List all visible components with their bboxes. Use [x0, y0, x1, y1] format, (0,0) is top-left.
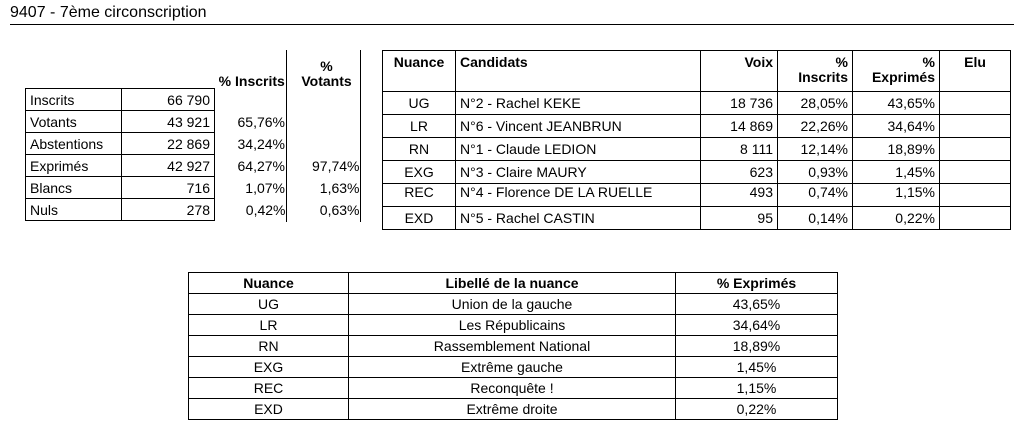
nuance-pct: 43,65% — [676, 294, 838, 315]
nuance-code: UG — [189, 294, 349, 315]
column-divider — [360, 50, 361, 222]
stats-table — [25, 48, 364, 221]
candidate-elu — [940, 161, 1011, 184]
candidate-voix: 493 — [701, 184, 778, 207]
stats-pct-votants — [290, 89, 364, 111]
stats-header-pct-votants: % Votants — [301, 57, 352, 89]
nuance-row — [189, 357, 838, 378]
nuance-code: EXG — [189, 357, 349, 378]
nuance-row — [189, 378, 838, 399]
candidate-name: N°5 - Rachel CASTIN — [456, 207, 701, 230]
nuance-row — [189, 336, 838, 357]
candidate-row — [383, 184, 1011, 207]
column-divider — [286, 50, 287, 222]
candidate-elu — [940, 207, 1011, 230]
nuance-code: EXD — [189, 399, 349, 420]
candidates-header-candidats: Candidats — [456, 51, 701, 92]
nuance-pct: 34,64% — [676, 315, 838, 336]
nuance-row — [189, 399, 838, 420]
nuances-table — [188, 272, 838, 420]
candidate-pct-inscrits: 22,26% — [778, 115, 853, 138]
nuance-libelle: Extrême droite — [349, 399, 676, 420]
candidate-elu — [940, 92, 1011, 115]
nuance-row — [189, 294, 838, 315]
candidate-voix: 623 — [701, 161, 778, 184]
stats-label: Exprimés — [26, 155, 122, 177]
candidate-nuance: REC — [383, 184, 456, 207]
stats-value: 716 — [122, 177, 215, 199]
candidates-header-pct-exprimes: % Exprimés — [853, 51, 940, 92]
candidate-pct-inscrits: 0,93% — [778, 161, 853, 184]
nuances-header-libelle: Libellé de la nuance — [349, 273, 676, 294]
title-underline — [10, 24, 1014, 25]
stats-row — [26, 177, 364, 199]
stats-pct-votants: 0,63% — [319, 201, 360, 218]
candidate-elu — [940, 184, 1011, 207]
stats-value: 66 790 — [122, 89, 215, 111]
candidate-name: N°4 - Florence DE LA RUELLE — [456, 184, 701, 207]
nuance-pct: 0,22% — [676, 399, 838, 420]
stats-pct-inscrits: 1,07% — [245, 179, 285, 196]
nuance-pct: 1,15% — [676, 378, 838, 399]
nuances-header-nuance: Nuance — [189, 273, 349, 294]
stats-label: Votants — [26, 111, 122, 133]
stats-value: 43 921 — [122, 111, 215, 133]
stats-header-empty — [26, 48, 122, 89]
candidate-pct-exprimes: 34,64% — [853, 115, 940, 138]
candidate-name: N°3 - Claire MAURY — [456, 161, 701, 184]
candidate-row — [383, 138, 1011, 161]
candidate-pct-inscrits: 0,74% — [778, 184, 853, 207]
stats-pct-inscrits: 34,24% — [237, 135, 285, 152]
candidate-pct-exprimes: 0,22% — [853, 207, 940, 230]
candidate-name: N°1 - Claude LEDION — [456, 138, 701, 161]
nuance-code: LR — [189, 315, 349, 336]
stats-pct-inscrits — [215, 89, 290, 111]
candidate-pct-exprimes: 1,15% — [853, 184, 940, 207]
nuance-code: RN — [189, 336, 349, 357]
candidate-row — [383, 207, 1011, 230]
nuance-code: REC — [189, 378, 349, 399]
candidate-nuance: RN — [383, 138, 456, 161]
nuance-pct: 18,89% — [676, 336, 838, 357]
stats-row — [26, 89, 364, 111]
candidate-pct-inscrits: 28,05% — [778, 92, 853, 115]
candidates-header-voix: Voix — [701, 51, 778, 92]
candidate-nuance: UG — [383, 92, 456, 115]
candidate-voix: 18 736 — [701, 92, 778, 115]
candidate-name: N°6 - Vincent JEANBRUN — [456, 115, 701, 138]
candidate-nuance: LR — [383, 115, 456, 138]
stats-row — [26, 155, 364, 177]
page-title: 9407 - 7ème circonscription — [10, 4, 207, 21]
nuance-libelle: Extrême gauche — [349, 357, 676, 378]
candidate-voix: 8 111 — [701, 138, 778, 161]
candidates-table — [382, 50, 1011, 230]
stats-value: 278 — [122, 199, 215, 221]
candidate-pct-inscrits: 0,14% — [778, 207, 853, 230]
stats-pct-inscrits: 65,76% — [237, 113, 285, 130]
nuance-libelle: Rassemblement National — [349, 336, 676, 357]
stats-pct-votants: 1,63% — [319, 179, 360, 196]
candidate-nuance: EXG — [383, 161, 456, 184]
nuances-header-pct-exprimes: % Exprimés — [676, 273, 838, 294]
stats-row — [26, 199, 364, 221]
stats-value: 22 869 — [122, 133, 215, 155]
candidate-voix: 95 — [701, 207, 778, 230]
candidates-header-elu: Elu — [940, 51, 1011, 92]
stats-value: 42 927 — [122, 155, 215, 177]
stats-label: Inscrits — [26, 89, 122, 111]
stats-row — [26, 111, 364, 133]
candidates-header-pct-inscrits: % Inscrits — [778, 51, 853, 92]
stats-pct-votants: 97,74% — [312, 157, 360, 174]
candidate-elu — [940, 138, 1011, 161]
candidate-row — [383, 161, 1011, 184]
stats-pct-inscrits: 64,27% — [237, 157, 285, 174]
nuance-pct: 1,45% — [676, 357, 838, 378]
candidate-name: N°2 - Rachel KEKE — [456, 92, 701, 115]
candidate-elu — [940, 115, 1011, 138]
nuance-libelle: Union de la gauche — [349, 294, 676, 315]
nuance-libelle: Les Républicains — [349, 315, 676, 336]
candidate-pct-exprimes: 1,45% — [853, 161, 940, 184]
stats-label: Abstentions — [26, 133, 122, 155]
candidate-row — [383, 92, 1011, 115]
stats-pct-inscrits: 0,42% — [245, 201, 286, 218]
nuance-row — [189, 315, 838, 336]
candidate-pct-exprimes: 18,89% — [853, 138, 940, 161]
stats-row — [26, 133, 364, 155]
candidate-pct-inscrits: 12,14% — [778, 138, 853, 161]
candidate-nuance: EXD — [383, 207, 456, 230]
nuance-libelle: Reconquête ! — [349, 378, 676, 399]
stats-pct-votants — [290, 133, 364, 155]
stats-label: Blancs — [26, 177, 122, 199]
stats-header-pct-inscrits: % Inscrits — [218, 72, 285, 89]
candidate-voix: 14 869 — [701, 115, 778, 138]
stats-pct-votants — [290, 111, 364, 133]
stats-label: Nuls — [26, 199, 122, 221]
candidates-header-nuance: Nuance — [383, 51, 456, 92]
candidate-row — [383, 115, 1011, 138]
stats-header-empty — [122, 48, 215, 89]
candidate-pct-exprimes: 43,65% — [853, 92, 940, 115]
